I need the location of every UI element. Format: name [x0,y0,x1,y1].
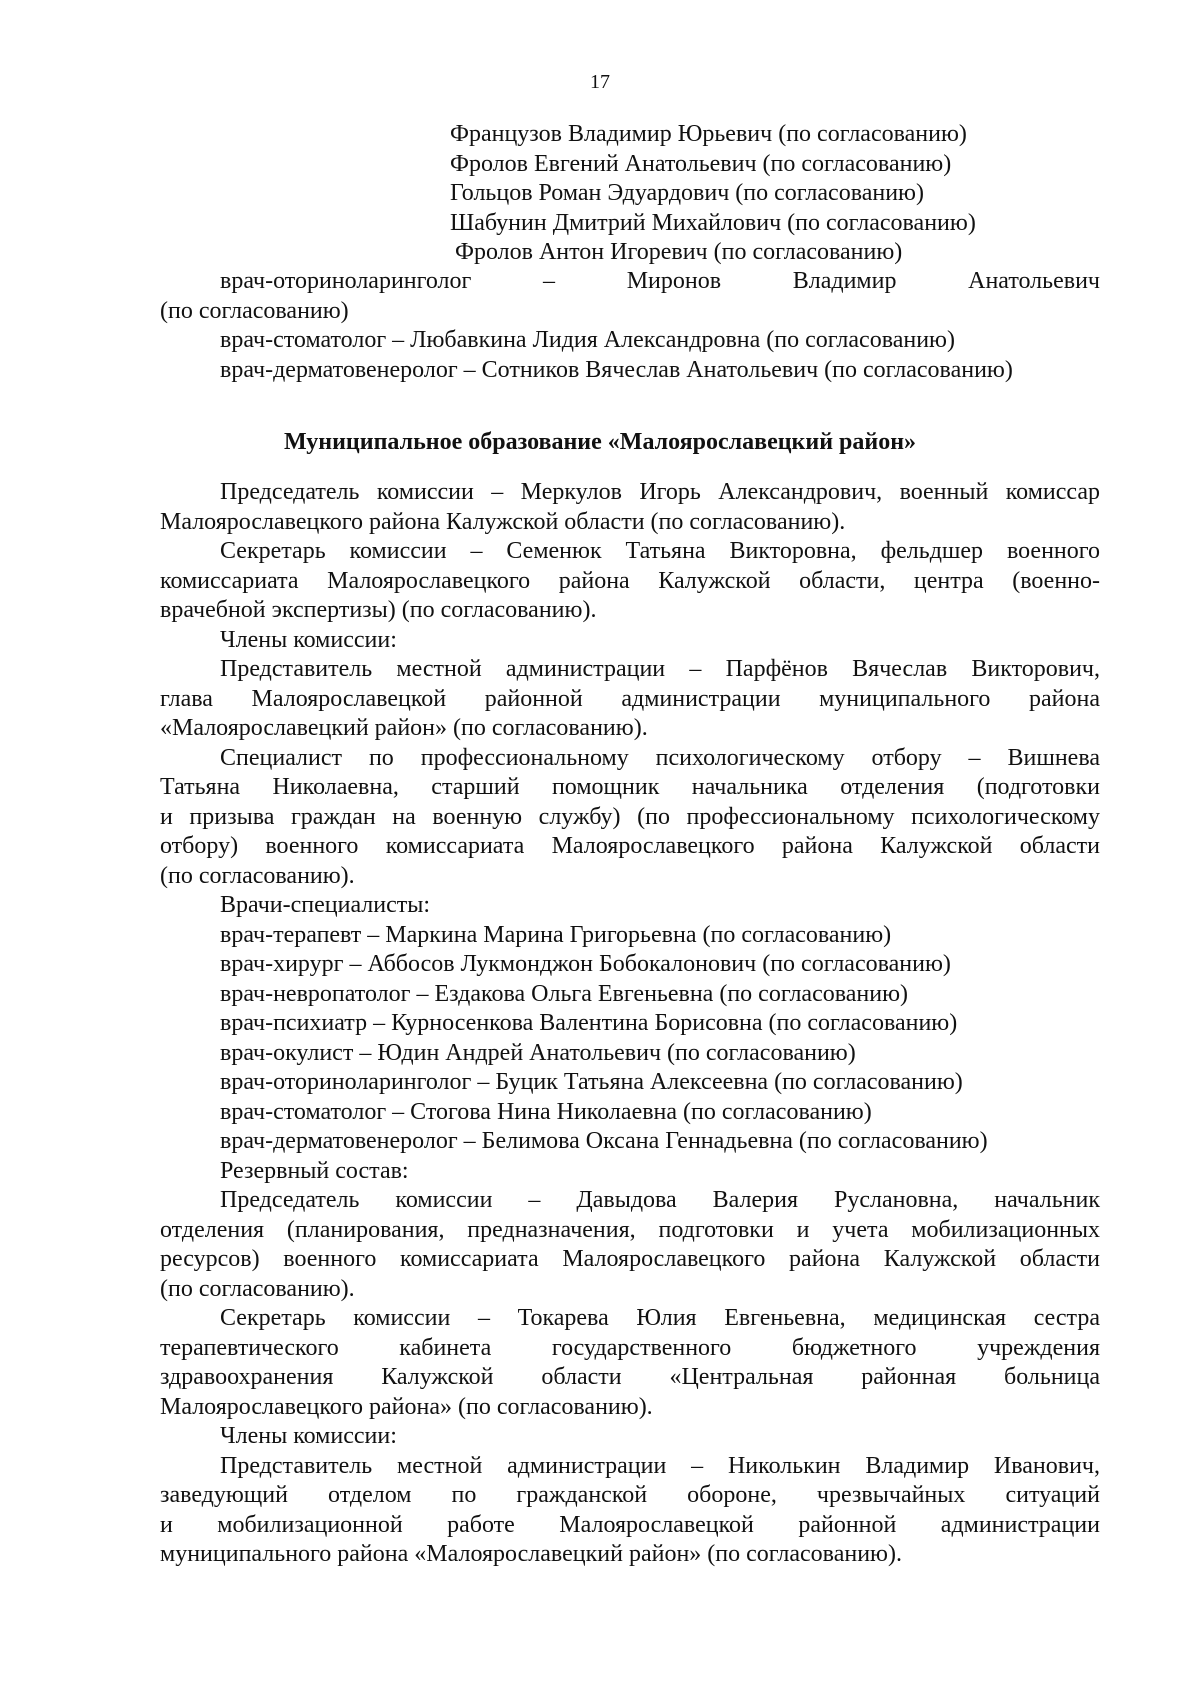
top-doctors-block [160,267,1100,385]
doctor-line: врач-терапевт – Маркина Марина Григорьевна (по согласованию) [220,921,892,948]
doctor-line: врач-психиатр – Курносенкова Валентина Борисовна (по согласованию) [220,1010,958,1036]
top-member-list [0,120,1200,268]
psychologist-line: и призыва граждан на военную службу) (по профессиональному психологическому [160,803,1100,830]
page-number: 17 [590,71,610,93]
secretary-line: комиссариата Малоярославецкого района Калужской области, центра (военно- [160,567,1100,594]
reserve-chair-line: Председатель комиссии – Давыдова Валерия Руслановна, начальник [220,1187,1100,1213]
member-line: Фролов Антон Игоревич (по согласованию) [455,239,903,265]
members-label: Члены комиссии: [220,626,397,653]
reserve-secretary-line: Малоярославецкого района» (по согласованию). [160,1393,653,1420]
chair-line: Малоярославецкого района Калужской области (по согласованию). [160,508,846,535]
psychologist-line: отбору) военного комиссариата Малоярославецкого района Калужской области [160,833,1100,859]
member-line: Фролов Евгений Анатольевич (по согласованию) [450,150,952,177]
psychologist-line: (по согласованию). [160,862,355,889]
reserve-secretary-line: Секретарь комиссии – Токарева Юлия Евгеньевна, медицинская сестра [220,1305,1100,1331]
dentist-line: врач-стоматолог – Любавкина Лидия Александровна (по согласованию) [220,327,955,353]
ent-doctor-line-cont: (по согласованию) [160,297,349,324]
secretary-line: врачебной экспертизы) (по согласованию). [160,597,597,623]
psychologist-line: Татьяна Николаевна, старший помощник начальника отделения (подготовки [160,774,1100,800]
admin-rep-line: «Малоярославецкий район» (по согласованию). [160,715,648,741]
ent-doctor-line: врач-оториноларинголог – Миронов Владимир Анатольевич [220,268,1100,294]
psychologist-line: Специалист по профессиональному психологическому отбору – Вишнева [220,744,1100,771]
reserve-members-label: Члены комиссии: [220,1423,397,1449]
commission-body [160,478,1100,1570]
chair-line: Председатель комиссии – Меркулов Игорь Александрович, военный комиссар [220,479,1100,505]
doctor-line: врач-невропатолог – Ездакова Ольга Евгеньевна (по согласованию) [220,980,909,1007]
member-line: Гольцов Роман Эдуардович (по согласованию) [450,180,924,206]
dermatologist-line: врач-дерматовенеролог – Сотников Вячеслав Анатольевич (по согласованию) [220,356,1013,383]
reserve-admin-line: заведующий отделом по гражданской обороне, чрезвычайных ситуаций [160,1482,1100,1508]
reserve-secretary-line: терапевтического кабинета государственного бюджетного учреждения [160,1334,1100,1361]
reserve-admin-line: Представитель местной администрации – Николькин Владимир Иванович, [220,1452,1100,1479]
doctor-line: врач-оториноларинголог – Буцик Татьяна Алексеевна (по согласованию) [220,1069,963,1095]
reserve-secretary-line: здравоохранения Калужской области «Центральная районная больница [160,1364,1100,1390]
member-line: Шабунин Дмитрий Михайлович (по согласованию) [450,209,976,236]
doctor-line: врач-дерматовенеролог – Белимова Оксана Геннадьевна (по согласованию) [220,1128,988,1154]
doctor-line: врач-стоматолог – Стогова Нина Николаевна (по согласованию) [220,1098,872,1125]
doctor-line: врач-окулист – Юдин Андрей Анатольевич (по согласованию) [220,1039,856,1066]
doctors-label: Врачи-специалисты: [220,892,431,918]
reserve-chair-line: ресурсов) военного комиссариата Малоярославецкого района Калужской области [160,1246,1100,1272]
doctor-line: врач-хирург – Аббосов Лукмонджон Бобокалонович (по согласованию) [220,951,951,977]
reserve-admin-line: муниципального района «Малоярославецкий район» (по согласованию). [160,1541,902,1567]
reserve-label: Резервный состав: [220,1157,409,1184]
reserve-chair-line: отделения (планирования, предназначения, подготовки и учета мобилизационных [160,1216,1100,1243]
section-heading: Муниципальное образование «Малоярославецкий район» [283,429,917,455]
member-line: Французов Владимир Юрьевич (по согласованию) [450,121,967,147]
admin-rep-line: Представитель местной администрации – Парфёнов Вячеслав Викторович, [220,656,1100,682]
reserve-admin-line: и мобилизационной работе Малоярославецкой районной администрации [160,1511,1100,1538]
secretary-line: Секретарь комиссии – Семенюк Татьяна Викторовна, фельдшер военного [220,538,1100,564]
reserve-chair-line: (по согласованию). [160,1275,355,1302]
admin-rep-line: глава Малоярославецкой районной администрации муниципального района [160,685,1100,712]
